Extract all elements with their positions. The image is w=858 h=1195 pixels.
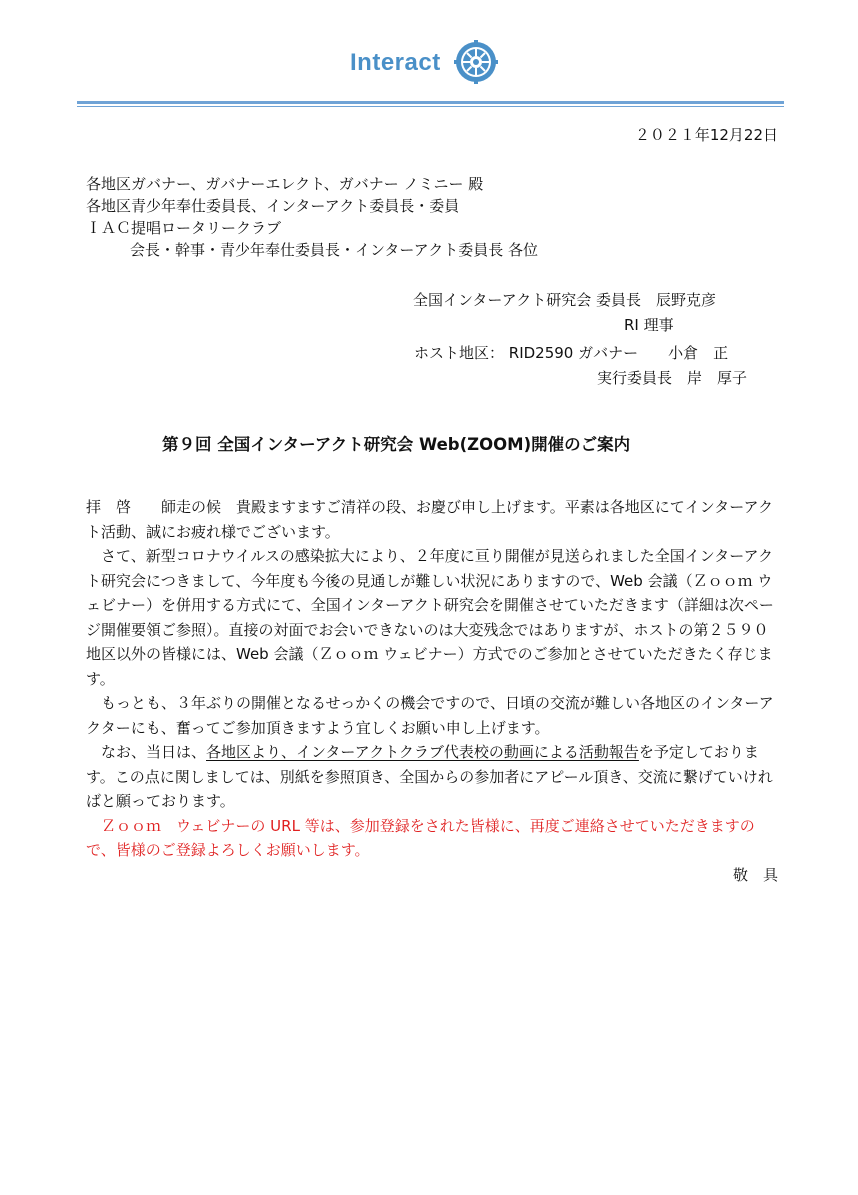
sender-line: ホスト地区： RID2590 ガバナー 小倉 正 (414, 344, 729, 362)
rotary-wheel-icon (454, 40, 498, 84)
recipient-line: 各地区青少年奉仕委員長、インターアクト委員長・委員 (86, 197, 460, 215)
red-notice-paragraph: Ｚｏｏｍ ウェビナーの URL 等は、参加登録をされた皆様に、再度ご連絡させていただきますので、皆様のご登録よろしくお願いします。 (86, 816, 755, 859)
body-text: なお、当日は、 (86, 743, 207, 761)
recipient-line: ＩＡＣ提唱ロータリークラブ (86, 219, 282, 237)
body-paragraph: さて、新型コロナウイルスの感染拡大により、２年度に亘り開催が見送られました全国インターアクト研究会につきまして、今年度も今後の見通しが難しい状況にありますので、Web 会議（Ｚｏｏｍ ウェビナー）を併用する方式にて、全国インターアクト研究会を開催させていただきます（詳細は次ページ開催要領ご参照）。直接の対面でお会いできないのは大変残念ではありますが、ホストの第２５９０地区以外の皆様には、Web 会議（Ｚｏｏｍ ウェビナー）方式でのご参加とさせていただきたく存じます。 (86, 547, 774, 688)
sender-line: RI 理事 (624, 316, 674, 334)
body-paragraph: 拝 啓 師走の候 貴殿ますますご清祥の段、お慶び申し上げます。平素は各地区にてインターアクト活動、誠にお疲れ様でございます。 (86, 498, 774, 541)
sender-line: 全国インターアクト研究会 委員長 辰野克彦 (413, 291, 716, 309)
letter-body (86, 495, 780, 887)
body-paragraph (86, 740, 780, 814)
body-text: を予定しております。この点に関しましては、別紙を参照頂き、全国からの参加者にアピール頂き、交流に繋げていければと願っております。 (86, 743, 773, 810)
interact-logo-text: Interact (350, 49, 441, 76)
letter-date: ２０２１年12月22日 (634, 126, 778, 144)
header-rule-thick (77, 101, 784, 104)
header-rule-thin (77, 106, 784, 107)
letter-title: 第９回 全国インターアクト研究会 Web(ZOOM)開催のご案内 (162, 435, 631, 454)
recipient-line: 会長・幹事・青少年奉仕委員長・インターアクト委員長 各位 (130, 241, 538, 259)
recipient-line: 各地区ガバナー、ガバナーエレクト、ガバナー ノミニー 殿 (86, 175, 484, 193)
closing-word: 敬 具 (732, 865, 778, 884)
body-paragraph: もっとも、３年ぶりの開催となるせっかくの機会ですので、日頃の交流が難しい各地区のインターアクターにも、奮ってご参加頂きますよう宜しくお願い申し上げます。 (86, 694, 774, 737)
sender-line: 実行委員長 岸 厚子 (597, 369, 748, 387)
underlined-text: 各地区より、インターアクトクラブ代表校の動画による活動報告 (206, 743, 639, 761)
